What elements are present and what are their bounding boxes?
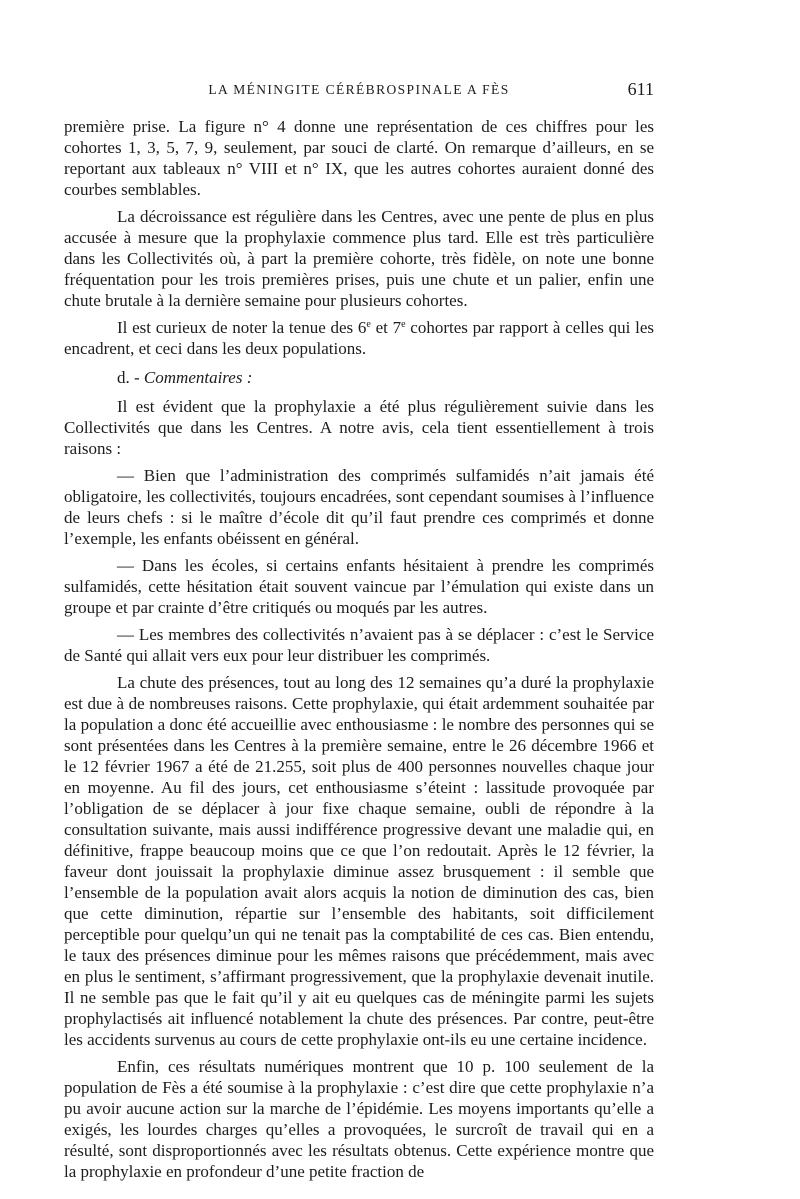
page-number: 611 [627, 79, 654, 99]
ordinal-sup-7: e [401, 319, 406, 330]
paragraph-continuation: première prise. La figure n° 4 donne une représentation de ces chiffres pour les cohortes 1, 3, 5, 7, 9, seulement, par souci de clarté. On remarque d’ailleurs, en se reportant aux tableaux n° VIII et n° IX, que les autres cohortes auraient donné des courbes semblables. [64, 117, 654, 199]
section-heading [64, 367, 654, 388]
paragraph-reason-2: — Dans les écoles, si certains enfants hésitaient à prendre les comprimés sulfamidés, cette hésitation était souvent vaincue par l’émulation qui existe dans un groupe et par crainte d’être critiqués ou moqués par les autres. [64, 556, 654, 617]
paragraph-decroissance: La décroissance est régulière dans les Centres, avec une pente de plus en plus accusée à mesure que la prophylaxie commence plus tard. Elle est très particulière dans les Collectivités où, à part la première cohorte, très fidèle, on note une bonne fréquentation pour les trois premières prises, puis une chute et un palier, enfin une chute brutale à la dernière semaine pour plusieurs cohortes. [64, 207, 654, 310]
paragraph-reason-1: — Bien que l’administration des comprimés sulfamidés n’ait jamais été obligatoire, les collectivités, toujours encadrées, sont cependant soumises à l’influence de leurs chefs : si le maître d’école dit qu’il faut prendre ces comprimés et donne l’exemple, les enfants obéissent en général. [64, 466, 654, 548]
cohort-text-before: Il est curieux de noter la tenue des 6 [117, 318, 367, 337]
cohort-text-after: cohortes par rapport à celles qui les encadrent, et ceci dans les deux populations. [64, 318, 654, 358]
cohort-text-middle: et 7 [370, 318, 402, 337]
section-title: Commentaires : [143, 368, 253, 387]
body-text [64, 116, 654, 1188]
paragraph-cohortes [64, 317, 654, 359]
running-header [64, 79, 654, 102]
paragraph-reason-3: — Les membres des collectivités n’avaient pas à se déplacer : c’est le Service de Santé qui allait vers eux pour leur distribuer les comprimés. [64, 625, 654, 665]
paragraph-evident: Il est évident que la prophylaxie a été plus régulièrement suivie dans les Collectivités que dans les Centres. A notre avis, cela tient essentiellement à trois raisons : [64, 397, 654, 458]
ordinal-sup-6: e [366, 319, 371, 330]
paragraph-enfin: Enfin, ces résultats numériques montrent que 10 p. 100 seulement de la population de Fès a été soumise à la prophylaxie : c’est dire que cette prophylaxie n’a pu avoir aucune action sur la marche de l’épidémie. Les moyens importants qu’elle a exigés, les lourdes charges qu’elles a provoquées, le surcroît de travail qui en a résulté, sont disproportionnés avec les résultats obtenus. Cette expérience montre que la prophylaxie en profondeur d’une petite fraction de [64, 1057, 654, 1181]
running-title: LA MÉNINGITE CÉRÉBROSPINALE A FÈS [208, 82, 510, 97]
section-prefix: d. - [117, 368, 144, 387]
paragraph-chute-presences: La chute des présences, tout au long des 12 semaines qu’a duré la prophylaxie est due à de nombreuses raisons. Cette prophylaxie, qui était ardemment souhaitée par la population a donc été accueillie avec enthousiasme : le nombre des personnes qui se sont présentées dans les Centres à la première semaine, entre le 26 décembre 1966 et le 12 février 1967 a été de 21.255, soit plus de 400 personnes nouvelles chaque jour en moyenne. Au fil des jours, cet enthousiasme s’éteint : lassitude provoquée par l’obligation de se déplacer à jour fixe chaque semaine, oubli de répondre à la consultation suivante, mais aussi indifférence progressive devant une maladie qui, en définitive, frappe beaucoup moins que ce que l’on redoutait. Après le 12 février, la faveur dont jouissait la prophylaxie diminue assez brusquement : il semble que l’ensemble de la population avait alors acquis la notion de diminution des cas, bien que cette diminution, répartie sur l’ensemble des habitants, soit difficilement perceptible pour quelqu’un qui ne tenait pas la comptabilité de ces cas. Bien entendu, le taux des présences diminue pour les mêmes raisons que précédemment, mais avec en plus le sentiment, s’affirmant progressivement, que la prophylaxie devenait inutile. Il ne semble pas que le fait qu’il y ait eu quelques cas de méningite parmi les sujets prophylactisés ait influencé notablement la chute des présences. Par contre, peut-être les accidents survenus au cours de cette prophylaxie ont-ils eu une certaine incidence. [64, 673, 654, 1049]
